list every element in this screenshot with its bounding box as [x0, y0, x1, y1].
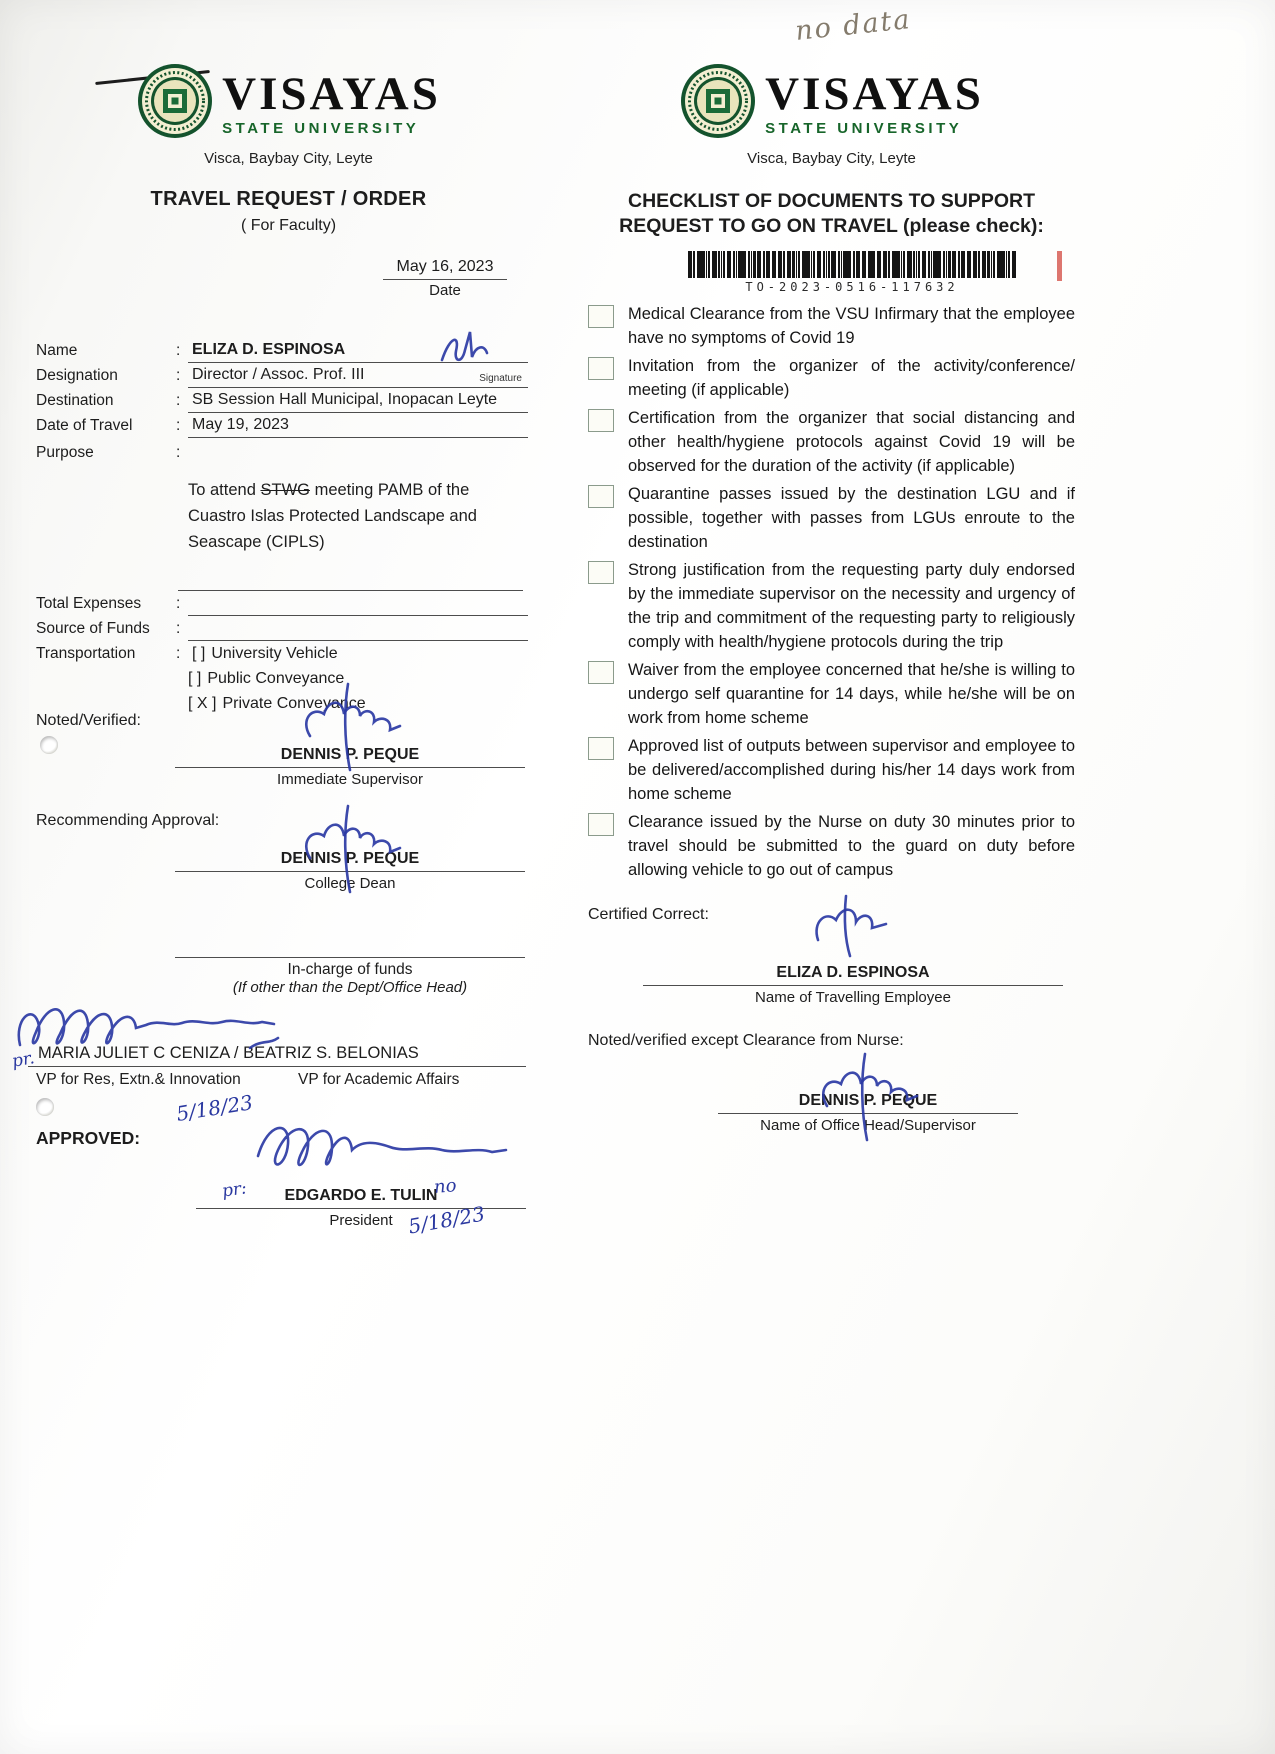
tulin-signature-icon	[246, 1110, 516, 1195]
source-of-funds-value	[188, 618, 528, 641]
purpose-text: To attend STWG meeting PAMB of the Cuastro Islas Protected Landscape and Seascape (CIPLS)	[188, 481, 477, 551]
barcode-block	[688, 251, 1016, 294]
handwritten-pr: pr:	[220, 1178, 249, 1202]
noted-except-label: Noted/verified except Clearance from Nurse:	[588, 1032, 904, 1049]
approved-label: APPROVED:	[36, 1128, 141, 1148]
office-head-role: Name of Office Head/Supervisor	[760, 1117, 976, 1134]
university-name: VISAYAS	[765, 67, 984, 120]
field-source-of-funds: Source of Funds :	[36, 616, 528, 641]
recommending-label: Recommending Approval:	[36, 812, 220, 829]
certified-correct-block	[588, 906, 1075, 1006]
certified-label: Certified Correct:	[588, 906, 709, 923]
transport-option: [ ] University Vehicle	[192, 645, 338, 662]
handwritten-pr: pr.	[10, 1048, 37, 1072]
checklist-checkbox[interactable]	[588, 485, 614, 508]
scan-artifact-red	[1057, 251, 1062, 281]
form-title: TRAVEL REQUEST / ORDER	[150, 188, 427, 210]
blank-line	[175, 946, 525, 958]
president-name: EDGARDO E. TULIN	[196, 1187, 526, 1209]
vsu-logo-right	[588, 62, 1075, 167]
barcode	[688, 251, 1016, 278]
struck-word: STWG	[260, 481, 310, 499]
date-label: Date	[429, 282, 461, 299]
transport-option: [ ] Public Conveyance	[188, 670, 345, 687]
checklist-item: Approved list of outputs between supervisor and employee to be delivered/accomplished during his/her 14 days work from home scheme	[588, 734, 1075, 806]
designation-value: Director / Assoc. Prof. III Signature	[188, 365, 528, 388]
checklist-item: Waiver from the employee concerned that he/she is willing to undergo self quarantine for 14 days, while he/she will be on work from home scheme	[588, 658, 1075, 730]
vsu-logo-left	[36, 62, 541, 167]
blank-line	[178, 565, 523, 591]
checklist-checkbox[interactable]	[588, 409, 614, 432]
total-expenses-value	[188, 593, 528, 616]
handwritten-date: 5/18/23	[174, 1090, 255, 1126]
in-charge-of-funds-block	[10, 946, 541, 1126]
vp-names: MARIA JULIET C CENIZA / BEATRIZ S. BELONIAS	[28, 1044, 526, 1067]
university-address: Visca, Baybay City, Leyte	[747, 150, 916, 167]
office-head-name: DENNIS P. PEQUE	[718, 1092, 1018, 1114]
president-role: President	[329, 1212, 393, 1229]
approved-block	[36, 1128, 541, 1239]
supervisor-name: DENNIS P. PEQUE	[175, 746, 525, 768]
noted-verified-label: Noted/Verified:	[36, 712, 141, 729]
checklist-title: CHECKLIST OF DOCUMENTS TO SUPPORT REQUEST TO GO ON TRAVEL (please check):	[619, 190, 1044, 237]
checklist-checkbox[interactable]	[588, 737, 614, 760]
field-purpose: Purpose :	[36, 444, 181, 461]
field-transportation: Transportation : [ ] University Vehicle	[36, 641, 528, 666]
handwritten-date: 5/18/23	[406, 1201, 487, 1239]
date-of-travel-value: May 19, 2023	[188, 415, 528, 438]
vp-role-1: VP for Res, Extn.& Innovation	[36, 1071, 241, 1088]
dean-role: College Dean	[304, 875, 396, 892]
vp-roles	[36, 1071, 541, 1089]
espinosa-signature-icon	[798, 892, 918, 967]
checklist-item: Quarantine passes issued by the destination LGU and if possible, together with passes from LGUs enroute to the destination	[588, 482, 1075, 554]
transport-option: [ X ] Private Conveyance	[188, 695, 366, 712]
punch-hole	[36, 1098, 54, 1116]
checklist-items	[588, 302, 1075, 882]
checklist-item: Certification from the organizer that social distancing and other health/hygiene protocols against Covid 19 will be observed for the duration of the activity (if applicable)	[588, 406, 1075, 478]
university-address: Visca, Baybay City, Leyte	[204, 150, 373, 167]
vsu-seal-icon	[136, 62, 214, 145]
barcode-text: TO-2023-0516-117632	[745, 280, 959, 294]
field-date-of-travel: Date of Travel : May 19, 2023	[36, 413, 528, 438]
checklist-item: Strong justification from the requesting party duly endorsed by the immediate supervisor on the necessity and urgency of the trip and commitment of the requesting party to religiously comply with health/hygiene protocols during the trip	[588, 558, 1075, 654]
handwritten-no: no	[433, 1175, 458, 1198]
checklist-item: Invitation from the organizer of the activity/conference/ meeting (if applicable)	[588, 354, 1075, 402]
field-total-expenses: Total Expenses :	[36, 591, 528, 616]
supervisor-role: Immediate Supervisor	[277, 771, 423, 788]
employee-role: Name of Travelling Employee	[755, 989, 951, 1006]
employee-name: ELIZA D. ESPINOSA	[643, 964, 1063, 986]
checklist-checkbox[interactable]	[588, 661, 614, 684]
checklist-checkbox[interactable]	[588, 561, 614, 584]
in-charge-label: In-charge of funds	[287, 961, 413, 978]
university-subtitle: STATE UNIVERSITY	[222, 119, 420, 137]
checklist-checkbox[interactable]	[588, 813, 614, 836]
field-destination: Destination : SB Session Hall Municipal, Inopacan Leyte	[36, 388, 528, 413]
destination-value: SB Session Hall Municipal, Inopacan Leyte	[188, 390, 528, 413]
dean-name: DENNIS P. PEQUE	[175, 850, 525, 872]
vp-role-2: VP for Academic Affairs	[298, 1071, 460, 1088]
in-charge-note: (If other than the Dept/Office Head)	[232, 979, 468, 996]
handwritten-note: no data	[793, 3, 913, 48]
checklist-item: Clearance issued by the Nurse on duty 30 minutes prior to travel should be submitted to the guard on duty before allowing vehicle to go out of campus	[588, 810, 1075, 882]
checklist-form	[588, 62, 1075, 1134]
noted-verified-block	[36, 712, 541, 788]
field-designation: Designation : Director / Assoc. Prof. III Signature	[36, 363, 528, 388]
date-value: May 16, 2023	[383, 258, 507, 280]
date-block	[383, 258, 507, 299]
noted-except-nurse-block	[588, 1032, 1075, 1134]
university-name: VISAYAS	[222, 67, 441, 120]
field-name: Name : ELIZA D. ESPINOSA	[36, 338, 528, 363]
form-fields	[36, 338, 528, 716]
checklist-item: Medical Clearance from the VSU Infirmary that the employee have no symptoms of Covid 19	[588, 302, 1075, 350]
name-value: ELIZA D. ESPINOSA	[188, 340, 528, 363]
recommending-approval-block	[36, 812, 541, 892]
vsu-seal-icon	[679, 62, 757, 145]
checklist-checkbox[interactable]	[588, 357, 614, 380]
form-subtitle: ( For Faculty)	[240, 217, 337, 234]
university-subtitle: STATE UNIVERSITY	[765, 119, 963, 137]
signature-caption: Signature	[479, 373, 522, 384]
checklist-checkbox[interactable]	[588, 305, 614, 328]
